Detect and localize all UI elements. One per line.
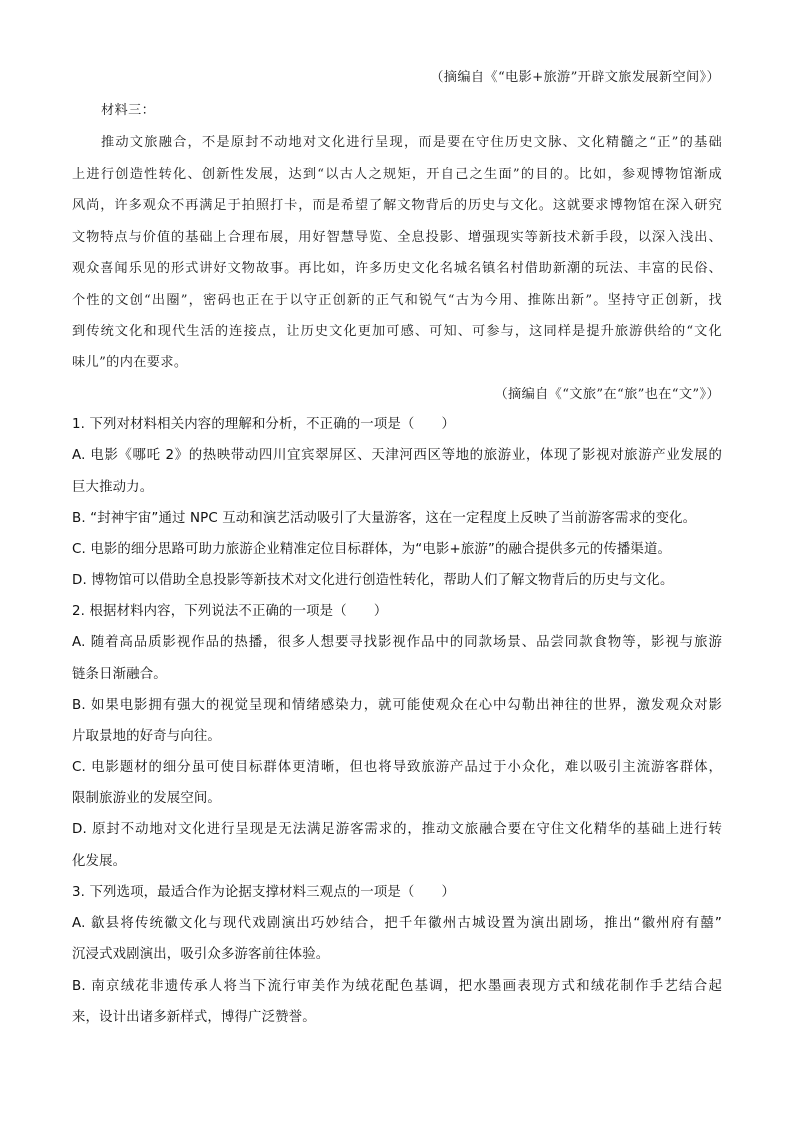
question-3-option-b-cont: 来，设计出诸多新样式，博得广泛赞誉。 [72, 1010, 316, 1025]
material3-line: 观众喜闻乐见的形式讲好文物故事。再比如，许多历史文化名城名镇名村借助新潮的玩法、丰富的民俗、 [72, 261, 722, 276]
question-2-option-d: D. 原封不动地对文化进行呈现是无法满足游客需求的，推动文旅融合要在守住文化精华的基础上进行转 [72, 822, 722, 837]
material3-line: 推动文旅融合，不是原封不动地对文化进行呈现，而是要在守住历史文脉、文化精髓之“正”的基础 [101, 135, 722, 150]
question-3-stem: 3. 下列选项，最适合作为论据支撑材料三观点的一项是（ ） [72, 885, 456, 900]
question-1-option-b: B. “封神宇宙”通过 NPC 互动和演艺活动吸引了大量游客，这在一定程度上反映了当前游客需求的变化。 [72, 511, 697, 526]
material3-line: 风尚，许多观众不再满足于拍照打卡，而是希望了解文物背后的历史与文化。这就要求博物馆在深入研究 [72, 198, 722, 213]
material3-line: 味儿”的内在要求。 [72, 355, 188, 370]
question-1-option-d: D. 博物馆可以借助全息投影等新技术对文化进行创造性转化，帮助人们了解文物背后的历史与文化。 [72, 573, 674, 588]
question-3-option-a: A. 歙县将传统徽文化与现代戏剧演出巧妙结合，把千年徽州古城设置为演出剧场，推出“徽州府有囍” [72, 916, 722, 931]
question-3-option-a-cont: 沉浸式戏剧演出，吸引众多游客前往体验。 [72, 947, 330, 962]
material3-line: 文物特点与价值的基础上合理布展，用好智慧导览、全息投影、增强现实等新技术新手段，以深入浅出、 [72, 230, 722, 245]
material3-line: 到传统文化和现代生活的连接点，让历史文化更加可感、可知、可参与，这同样是提升旅游供给的“文化 [72, 324, 722, 339]
question-2-option-a-cont: 链条日渐融合。 [72, 667, 167, 682]
question-2-option-d-cont: 化发展。 [72, 854, 127, 869]
question-2-option-b-cont: 片取景地的好奇与向往。 [72, 729, 221, 744]
material3-line: 上进行创造性转化、创新性发展，达到“以古人之规矩，开自己之生面”的目的。比如，参观博物馆渐成 [72, 167, 722, 182]
question-2-option-c: C. 电影题材的细分虽可使目标群体更清晰，但也将导致旅游产品过于小众化，难以吸引主流游客群体， [72, 760, 722, 775]
material3-line: 个性的文创“出圈”，密码也正在于以守正创新的正气和锐气“古为今用、推陈出新”。坚持守正创新，找 [72, 293, 722, 308]
question-1-stem: 1. 下列对材料相关内容的理解和分析，不正确的一项是（ ） [72, 417, 456, 432]
question-2-option-a: A. 随着高品质影视作品的热播，很多人想要寻找影视作品中的同款场景、品尝同款食物等，影视与旅游 [72, 635, 722, 650]
question-3-option-b: B. 南京绒花非遗传承人将当下流行审美作为绒花配色基调，把水墨画表现方式和绒花制作手艺结合起 [72, 979, 722, 994]
question-2-option-c-cont: 限制旅游业的发展空间。 [72, 791, 221, 806]
question-1-option-c: C. 电影的细分思路可助力旅游企业精准定位目标群体，为“电影+旅游”的融合提供多元的传播渠道。 [72, 542, 672, 557]
question-2-stem: 2. 根据材料内容，下列说法不正确的一项是（ ） [72, 604, 388, 619]
question-1-option-a: A. 电影《哪吒 2》的热映带动四川宜宾翠屏区、天津河西区等地的旅游业，体现了影视对旅游产业发展的 [72, 448, 722, 463]
source-citation-material3: （摘编自《“文旅”在“旅”也在“文”》） [494, 387, 720, 402]
question-2-option-b: B. 如果电影拥有强大的视觉呈现和情绪感染力，就可能使观众在心中勾勒出神往的世界，激发观众对影 [72, 698, 722, 713]
material3-heading: 材料三： [101, 103, 156, 118]
question-1-option-a-cont: 巨大推动力。 [72, 480, 154, 495]
source-citation-top: （摘编自《“电影+旅游”开辟文旅发展新空间》） [430, 70, 720, 85]
